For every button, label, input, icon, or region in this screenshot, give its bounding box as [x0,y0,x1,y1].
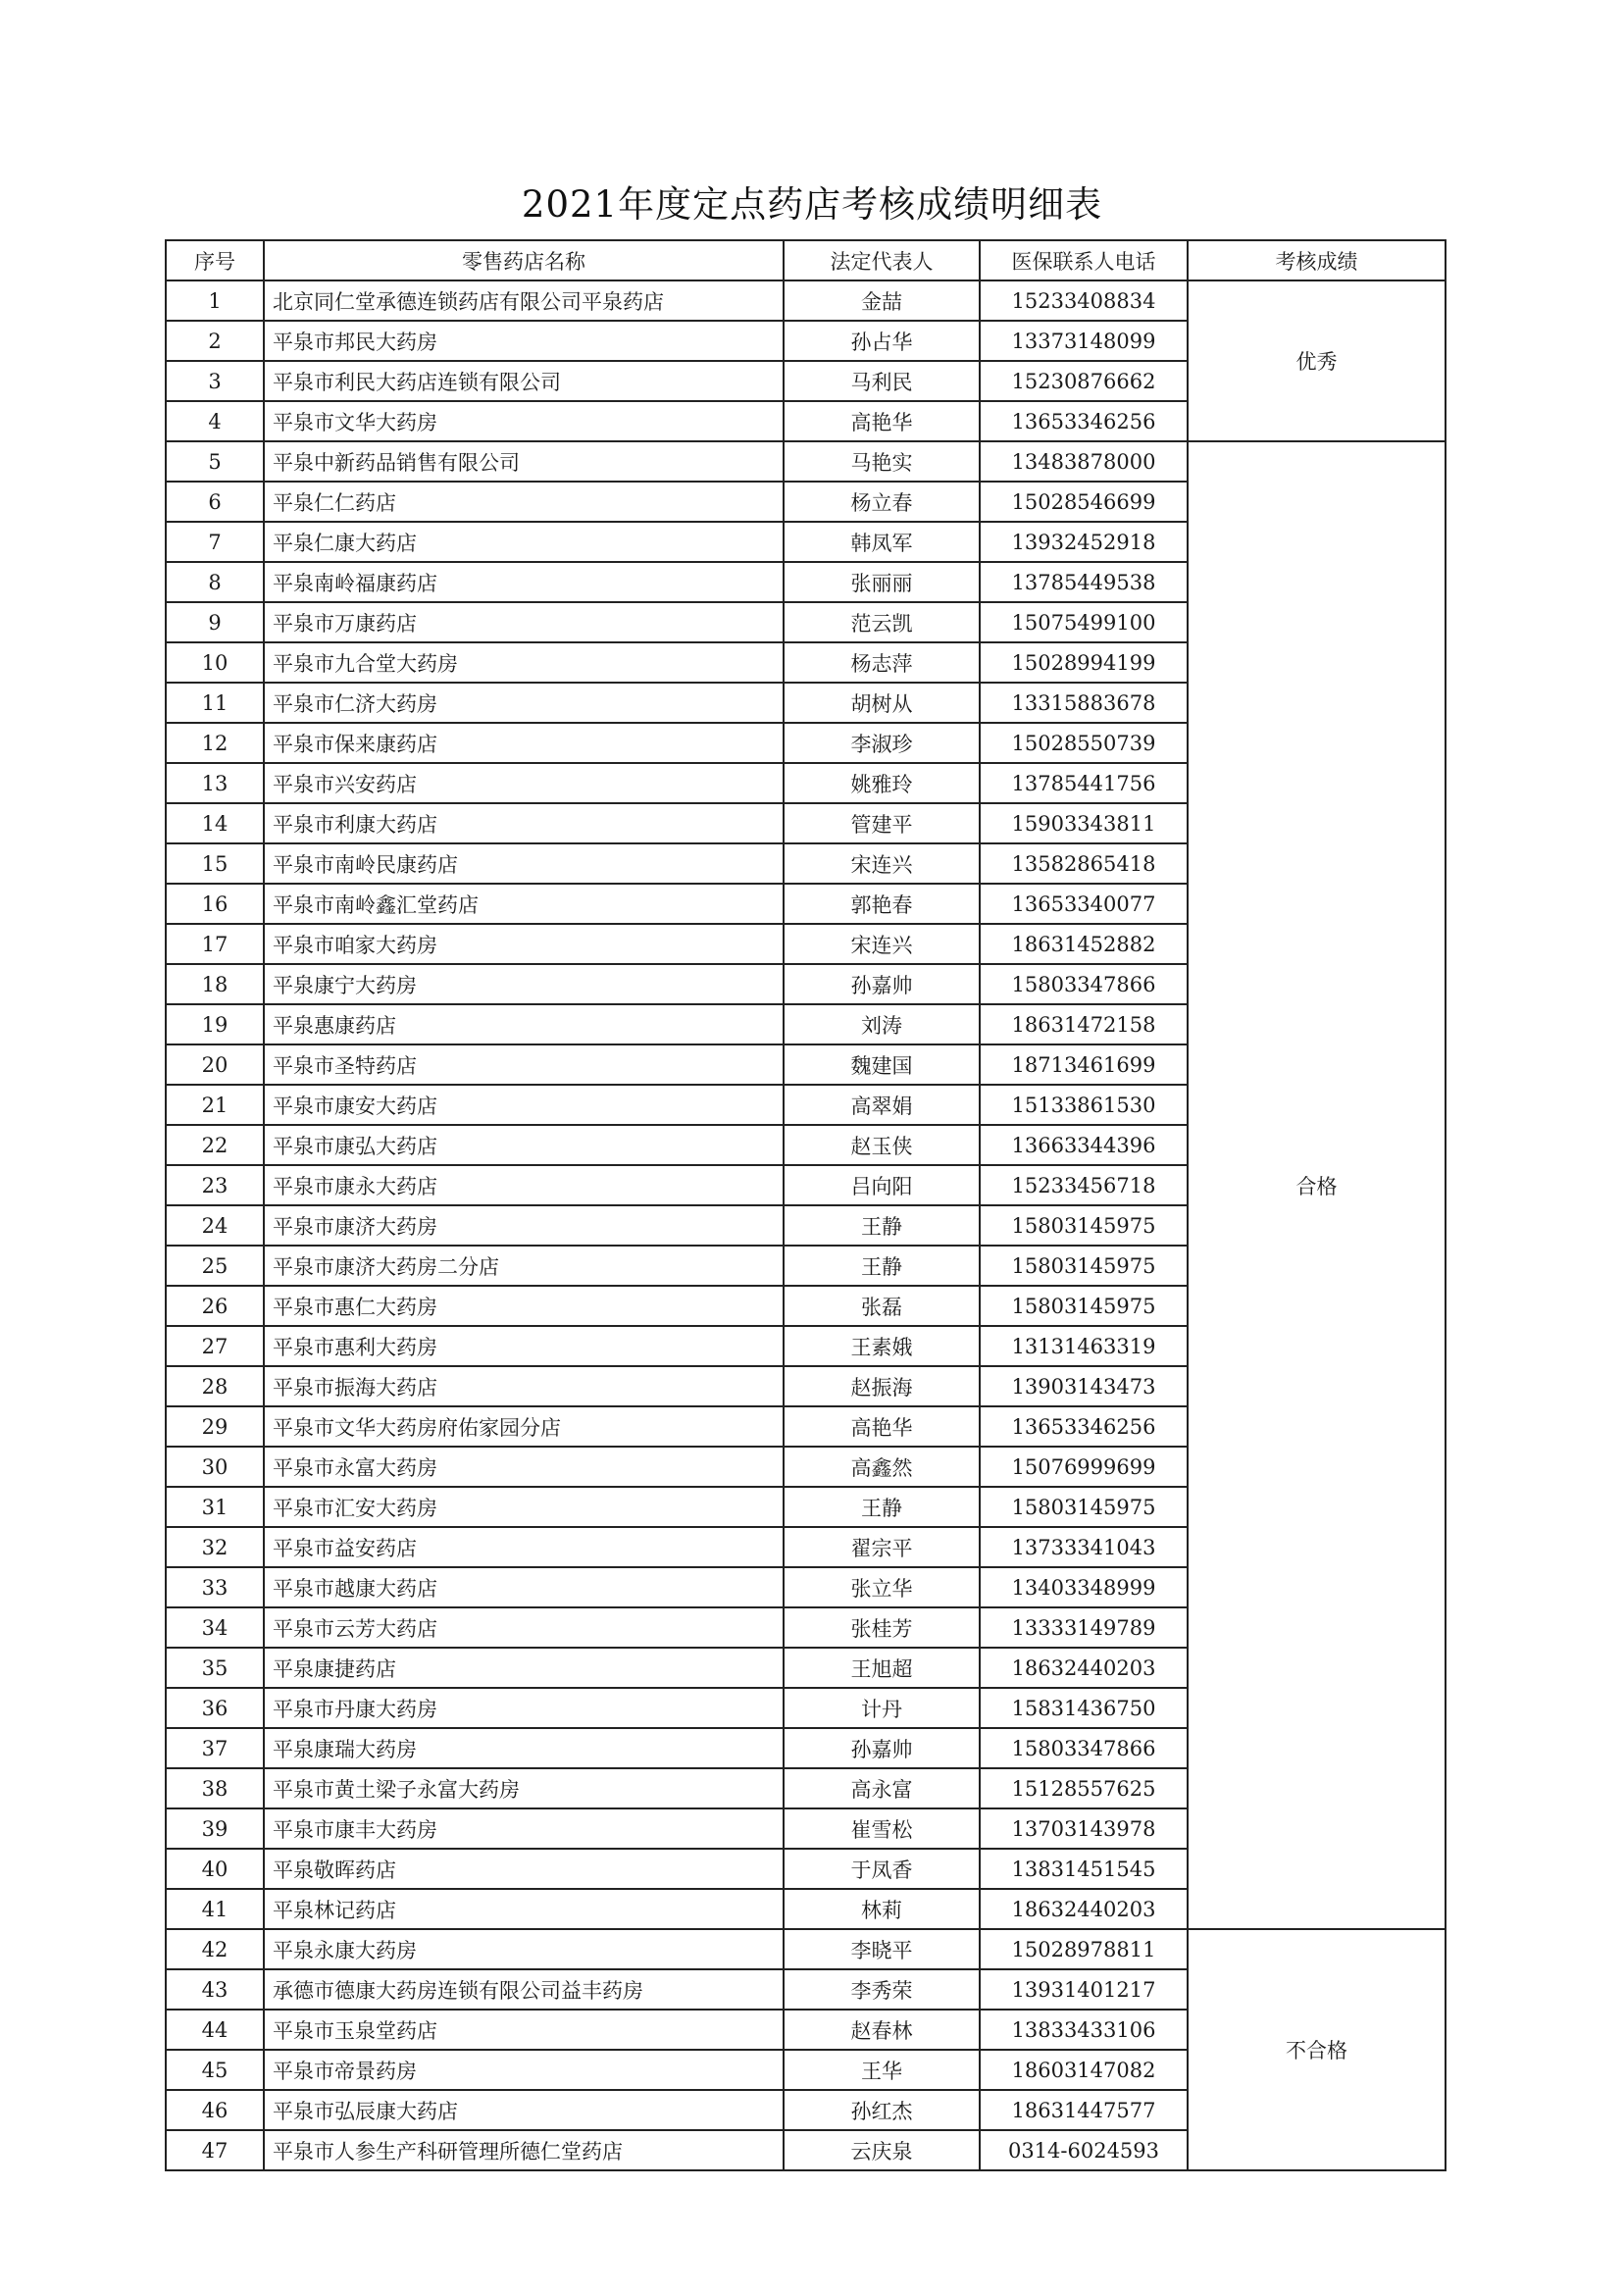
legal-representative-cell: 林莉 [784,1889,980,1929]
legal-representative-cell: 王静 [784,1205,980,1246]
assessment-grade-cell: 优秀 [1188,280,1446,441]
legal-representative-cell: 王静 [784,1246,980,1286]
assessment-table [165,239,1446,2171]
contact-phone-cell: 15803347866 [980,964,1188,1004]
serial-no-cell: 31 [166,1487,264,1527]
serial-no-cell: 3 [166,361,264,401]
serial-no-cell: 28 [166,1366,264,1406]
serial-no-cell: 33 [166,1567,264,1607]
contact-phone-cell: 15028550739 [980,723,1188,763]
header-assessment-grade: 考核成绩 [1188,240,1446,280]
pharmacy-name-cell: 平泉市康丰大药房 [264,1808,784,1849]
serial-no-cell: 25 [166,1246,264,1286]
contact-phone-cell: 15803145975 [980,1286,1188,1326]
pharmacy-name-cell: 平泉中新药品销售有限公司 [264,441,784,482]
legal-representative-cell: 孙红杰 [784,2090,980,2130]
serial-no-cell: 32 [166,1527,264,1567]
contact-phone-cell: 13373148099 [980,321,1188,361]
pharmacy-name-cell: 平泉市惠利大药房 [264,1326,784,1366]
legal-representative-cell: 高鑫然 [784,1447,980,1487]
contact-phone-cell: 13833433106 [980,2010,1188,2050]
pharmacy-name-cell: 平泉市康弘大药店 [264,1125,784,1165]
legal-representative-cell: 张丽丽 [784,562,980,602]
legal-representative-cell: 李淑珍 [784,723,980,763]
pharmacy-name-cell: 平泉市南岭民康药店 [264,843,784,884]
pharmacy-name-cell: 平泉市保来康药店 [264,723,784,763]
pharmacy-name-cell: 平泉市人参生产科研管理所德仁堂药店 [264,2130,784,2170]
pharmacy-name-cell: 平泉市康安大药店 [264,1085,784,1125]
pharmacy-name-cell: 平泉市康永大药店 [264,1165,784,1205]
legal-representative-cell: 李秀荣 [784,1969,980,2010]
serial-no-cell: 41 [166,1889,264,1929]
pharmacy-name-cell: 平泉惠康药店 [264,1004,784,1044]
pharmacy-name-cell: 平泉市圣特药店 [264,1044,784,1085]
table-row [166,280,1446,321]
legal-representative-cell: 孙嘉帅 [784,964,980,1004]
serial-no-cell: 38 [166,1768,264,1808]
pharmacy-name-cell: 平泉仁仁药店 [264,482,784,522]
pharmacy-name-cell: 平泉市兴安药店 [264,763,784,803]
pharmacy-name-cell: 平泉市康济大药房 [264,1205,784,1246]
header-legal-representative: 法定代表人 [784,240,980,280]
serial-no-cell: 36 [166,1688,264,1728]
legal-representative-cell: 高永富 [784,1768,980,1808]
contact-phone-cell: 13831451545 [980,1849,1188,1889]
pharmacy-name-cell: 平泉市云芳大药店 [264,1607,784,1648]
contact-phone-cell: 18603147082 [980,2050,1188,2090]
serial-no-cell: 22 [166,1125,264,1165]
pharmacy-name-cell: 承德市德康大药房连锁有限公司益丰药房 [264,1969,784,2010]
header-row [166,240,1446,280]
header-serial-no: 序号 [166,240,264,280]
pharmacy-name-cell: 平泉市万康药店 [264,602,784,642]
legal-representative-cell: 孙嘉帅 [784,1728,980,1768]
legal-representative-cell: 王素娥 [784,1326,980,1366]
pharmacy-name-cell: 平泉市康济大药房二分店 [264,1246,784,1286]
serial-no-cell: 39 [166,1808,264,1849]
legal-representative-cell: 吕向阳 [784,1165,980,1205]
contact-phone-cell: 15133861530 [980,1085,1188,1125]
serial-no-cell: 23 [166,1165,264,1205]
serial-no-cell: 12 [166,723,264,763]
serial-no-cell: 47 [166,2130,264,2170]
contact-phone-cell: 13931401217 [980,1969,1188,2010]
pharmacy-name-cell: 平泉永康大药房 [264,1929,784,1969]
legal-representative-cell: 计丹 [784,1688,980,1728]
contact-phone-cell: 13582865418 [980,843,1188,884]
legal-representative-cell: 郭艳春 [784,884,980,924]
legal-representative-cell: 王静 [784,1487,980,1527]
legal-representative-cell: 高艳华 [784,401,980,441]
legal-representative-cell: 李晓平 [784,1929,980,1969]
pharmacy-name-cell: 平泉市文华大药房府佑家园分店 [264,1406,784,1447]
table-body [166,280,1446,2170]
pharmacy-name-cell: 平泉市永富大药房 [264,1447,784,1487]
contact-phone-cell: 18631472158 [980,1004,1188,1044]
contact-phone-cell: 13663344396 [980,1125,1188,1165]
legal-representative-cell: 张立华 [784,1567,980,1607]
pharmacy-name-cell: 平泉市越康大药店 [264,1567,784,1607]
pharmacy-name-cell: 平泉市九合堂大药房 [264,642,784,683]
serial-no-cell: 29 [166,1406,264,1447]
serial-no-cell: 27 [166,1326,264,1366]
serial-no-cell: 4 [166,401,264,441]
legal-representative-cell: 张桂芳 [784,1607,980,1648]
serial-no-cell: 13 [166,763,264,803]
contact-phone-cell: 13703143978 [980,1808,1188,1849]
serial-no-cell: 45 [166,2050,264,2090]
legal-representative-cell: 张磊 [784,1286,980,1326]
pharmacy-name-cell: 平泉康捷药店 [264,1648,784,1688]
legal-representative-cell: 胡树从 [784,683,980,723]
contact-phone-cell: 13785441756 [980,763,1188,803]
contact-phone-cell: 13131463319 [980,1326,1188,1366]
serial-no-cell: 26 [166,1286,264,1326]
contact-phone-cell: 15075499100 [980,602,1188,642]
legal-representative-cell: 姚雅玲 [784,763,980,803]
assessment-grade-cell: 不合格 [1188,1929,1446,2170]
serial-no-cell: 24 [166,1205,264,1246]
serial-no-cell: 46 [166,2090,264,2130]
contact-phone-cell: 15028994199 [980,642,1188,683]
pharmacy-name-cell: 平泉市汇安大药房 [264,1487,784,1527]
table-row [166,441,1446,482]
legal-representative-cell: 崔雪松 [784,1808,980,1849]
legal-representative-cell: 金喆 [784,280,980,321]
serial-no-cell: 1 [166,280,264,321]
contact-phone-cell: 13785449538 [980,562,1188,602]
pharmacy-name-cell: 平泉康瑞大药房 [264,1728,784,1768]
pharmacy-name-cell: 平泉南岭福康药店 [264,562,784,602]
assessment-grade-cell: 合格 [1188,441,1446,1929]
contact-phone-cell: 13653346256 [980,401,1188,441]
contact-phone-cell: 0314-6024593 [980,2130,1188,2170]
pharmacy-name-cell: 平泉市黄土梁子永富大药房 [264,1768,784,1808]
serial-no-cell: 40 [166,1849,264,1889]
legal-representative-cell: 范云凯 [784,602,980,642]
pharmacy-name-cell: 平泉市利康大药店 [264,803,784,843]
contact-phone-cell: 15233408834 [980,280,1188,321]
legal-representative-cell: 高翠娟 [784,1085,980,1125]
serial-no-cell: 30 [166,1447,264,1487]
contact-phone-cell: 18632440203 [980,1648,1188,1688]
legal-representative-cell: 赵春林 [784,2010,980,2050]
header-contact-phone: 医保联系人电话 [980,240,1188,280]
serial-no-cell: 43 [166,1969,264,2010]
contact-phone-cell: 15803347866 [980,1728,1188,1768]
legal-representative-cell: 马艳实 [784,441,980,482]
pharmacy-name-cell: 平泉市玉泉堂药店 [264,2010,784,2050]
legal-representative-cell: 赵振海 [784,1366,980,1406]
serial-no-cell: 9 [166,602,264,642]
serial-no-cell: 42 [166,1929,264,1969]
legal-representative-cell: 宋连兴 [784,924,980,964]
legal-representative-cell: 魏建国 [784,1044,980,1085]
legal-representative-cell: 于凤香 [784,1849,980,1889]
contact-phone-cell: 13733341043 [980,1527,1188,1567]
document-title: 2021年度定点药店考核成绩明细表 [521,183,1103,226]
contact-phone-cell: 15230876662 [980,361,1188,401]
serial-no-cell: 16 [166,884,264,924]
contact-phone-cell: 15028546699 [980,482,1188,522]
contact-phone-cell: 13403348999 [980,1567,1188,1607]
serial-no-cell: 5 [166,441,264,482]
serial-no-cell: 15 [166,843,264,884]
legal-representative-cell: 杨志萍 [784,642,980,683]
contact-phone-cell: 15233456718 [980,1165,1188,1205]
legal-representative-cell: 韩凤军 [784,522,980,562]
pharmacy-name-cell: 平泉市惠仁大药房 [264,1286,784,1326]
contact-phone-cell: 13483878000 [980,441,1188,482]
pharmacy-name-cell: 平泉市振海大药店 [264,1366,784,1406]
contact-phone-cell: 18632440203 [980,1889,1188,1929]
contact-phone-cell: 13932452918 [980,522,1188,562]
pharmacy-name-cell: 平泉敬晖药店 [264,1849,784,1889]
pharmacy-name-cell: 平泉林记药店 [264,1889,784,1929]
contact-phone-cell: 15803145975 [980,1487,1188,1527]
serial-no-cell: 44 [166,2010,264,2050]
pharmacy-name-cell: 平泉市文华大药房 [264,401,784,441]
serial-no-cell: 17 [166,924,264,964]
contact-phone-cell: 15128557625 [980,1768,1188,1808]
header-pharmacy-name: 零售药店名称 [264,240,784,280]
serial-no-cell: 34 [166,1607,264,1648]
serial-no-cell: 21 [166,1085,264,1125]
pharmacy-name-cell: 平泉市咱家大药房 [264,924,784,964]
serial-no-cell: 20 [166,1044,264,1085]
contact-phone-cell: 13315883678 [980,683,1188,723]
serial-no-cell: 11 [166,683,264,723]
contact-phone-cell: 18631447577 [980,2090,1188,2130]
pharmacy-name-cell: 平泉康宁大药房 [264,964,784,1004]
legal-representative-cell: 管建平 [784,803,980,843]
legal-representative-cell: 马利民 [784,361,980,401]
legal-representative-cell: 赵玉侠 [784,1125,980,1165]
serial-no-cell: 14 [166,803,264,843]
legal-representative-cell: 翟宗平 [784,1527,980,1567]
contact-phone-cell: 18713461699 [980,1044,1188,1085]
serial-no-cell: 37 [166,1728,264,1768]
pharmacy-name-cell: 平泉市仁济大药房 [264,683,784,723]
pharmacy-name-cell: 平泉市邦民大药房 [264,321,784,361]
contact-phone-cell: 18631452882 [980,924,1188,964]
serial-no-cell: 7 [166,522,264,562]
legal-representative-cell: 孙占华 [784,321,980,361]
serial-no-cell: 2 [166,321,264,361]
legal-representative-cell: 王华 [784,2050,980,2090]
contact-phone-cell: 15831436750 [980,1688,1188,1728]
contact-phone-cell: 13903143473 [980,1366,1188,1406]
legal-representative-cell: 宋连兴 [784,843,980,884]
contact-phone-cell: 13653340077 [980,884,1188,924]
pharmacy-name-cell: 北京同仁堂承德连锁药店有限公司平泉药店 [264,280,784,321]
legal-representative-cell: 云庆泉 [784,2130,980,2170]
pharmacy-name-cell: 平泉市南岭鑫汇堂药店 [264,884,784,924]
contact-phone-cell: 15028978811 [980,1929,1188,1969]
serial-no-cell: 10 [166,642,264,683]
legal-representative-cell: 高艳华 [784,1406,980,1447]
legal-representative-cell: 王旭超 [784,1648,980,1688]
contact-phone-cell: 15803145975 [980,1205,1188,1246]
serial-no-cell: 6 [166,482,264,522]
pharmacy-name-cell: 平泉仁康大药店 [264,522,784,562]
serial-no-cell: 18 [166,964,264,1004]
serial-no-cell: 35 [166,1648,264,1688]
contact-phone-cell: 13333149789 [980,1607,1188,1648]
contact-phone-cell: 15076999699 [980,1447,1188,1487]
legal-representative-cell: 杨立春 [784,482,980,522]
serial-no-cell: 19 [166,1004,264,1044]
pharmacy-name-cell: 平泉市利民大药店连锁有限公司 [264,361,784,401]
contact-phone-cell: 15803145975 [980,1246,1188,1286]
pharmacy-name-cell: 平泉市帝景药房 [264,2050,784,2090]
contact-phone-cell: 15903343811 [980,803,1188,843]
table-row [166,1929,1446,1969]
pharmacy-name-cell: 平泉市弘辰康大药店 [264,2090,784,2130]
contact-phone-cell: 13653346256 [980,1406,1188,1447]
legal-representative-cell: 刘涛 [784,1004,980,1044]
pharmacy-name-cell: 平泉市益安药店 [264,1527,784,1567]
pharmacy-name-cell: 平泉市丹康大药房 [264,1688,784,1728]
serial-no-cell: 8 [166,562,264,602]
